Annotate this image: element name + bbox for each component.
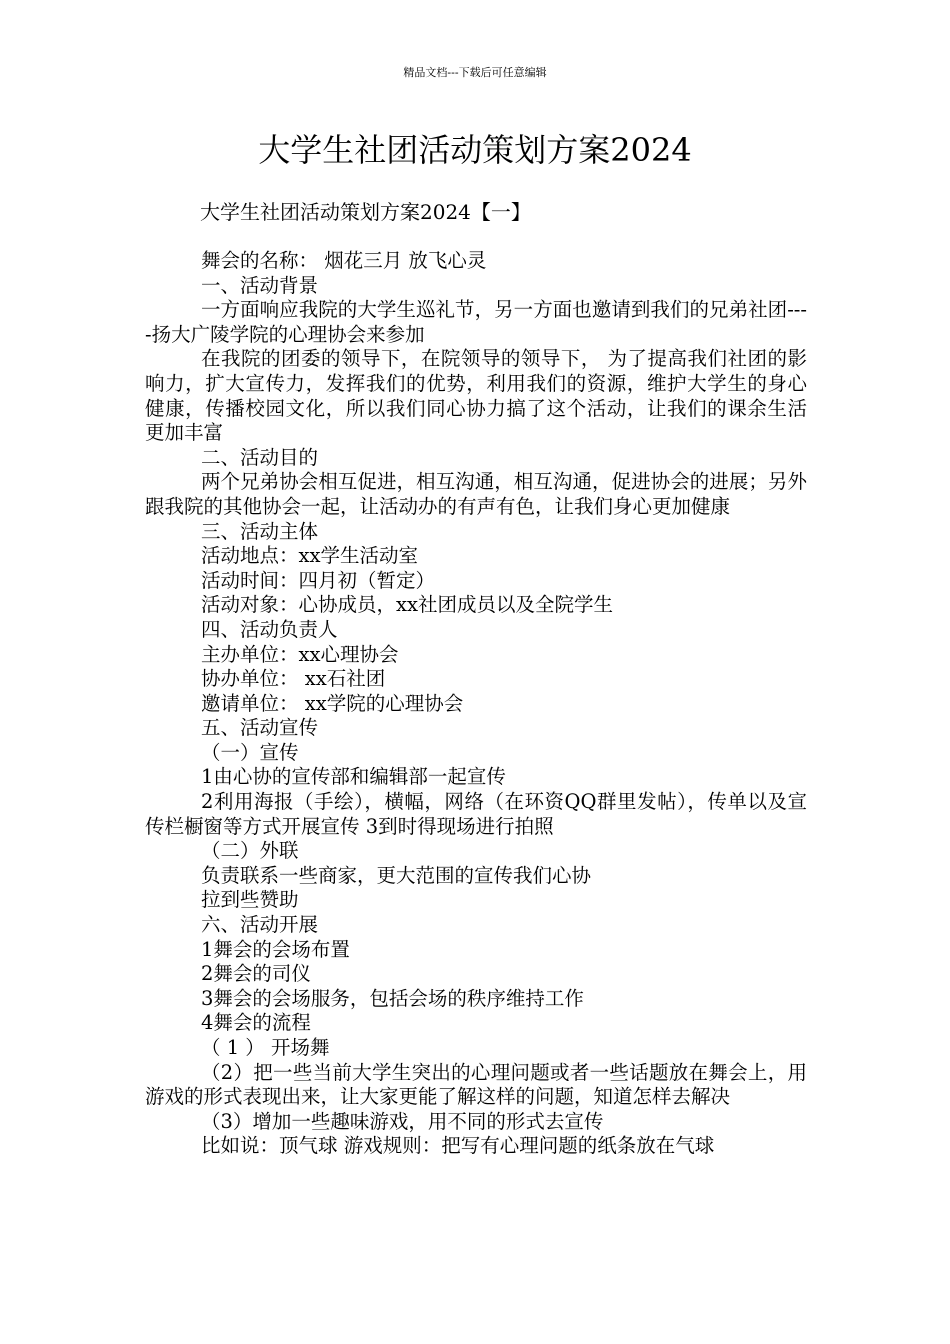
paragraph: 负责联系一些商家，更大范围的宣传我们心协	[201, 863, 592, 887]
paragraph: 舞会的名称： 烟花三月 放飞心灵	[201, 249, 487, 272]
paragraph: 六、活动开展	[201, 913, 319, 937]
paragraph: 活动地点：xx学生活动室	[201, 544, 418, 568]
paragraph: 在我院的团委的领导下，在院领导的领导下， 为了提高我们社团的影响力，扩大宣传力，发挥我们的优势，利用我们的资源，维护大学生的身心健康，传播校园文化，所以我们同心协力搞了这个活动，让我们的课余生活更加丰富	[145, 347, 807, 445]
paragraph: 3舞会的会场服务，包括会场的秩序维持工作	[201, 986, 584, 1010]
paragraph: 三、活动主体	[201, 519, 319, 543]
paragraph: 2利用海报（手绘），横幅，网络（在环资QQ群里发帖），传单以及宣传栏橱窗等方式开展宣传 3到时得现场进行拍照	[145, 790, 807, 838]
paragraph: 2舞会的司仪	[201, 962, 311, 986]
header-note: 精品文档---下载后可任意编辑	[403, 66, 547, 79]
paragraph: （一）宣传	[201, 740, 299, 764]
paragraph: （3）增加一些趣味游戏，用不同的形式去宣传	[201, 1109, 604, 1133]
document-title: 大学生社团活动策划方案2024	[258, 131, 692, 169]
paragraph: 1由心协的宣传部和编辑部一起宣传	[201, 765, 506, 789]
paragraph: 五、活动宣传	[201, 716, 319, 740]
paragraph: 邀请单位： xx学院的心理协会	[201, 691, 464, 715]
paragraph: 拉到些赞助	[201, 888, 299, 912]
paragraph: 四、活动负责人	[201, 617, 338, 641]
paragraph: 主办单位：xx心理协会	[201, 642, 399, 666]
paragraph: 活动时间：四月初（暂定）	[201, 568, 436, 592]
section-subtitle: 大学生社团活动策划方案2024【一】	[200, 200, 531, 224]
paragraph: 协办单位： xx石社团	[201, 667, 386, 691]
document-body	[145, 249, 807, 1159]
paragraph: 两个兄弟协会相互促进，相互沟通，相互沟通，促进协会的进展；另外跟我院的其他协会一起，让活动办的有声有色，让我们身心更加健康	[145, 470, 807, 518]
paragraph: 4舞会的流程	[201, 1011, 311, 1035]
paragraph: （二）外联	[201, 839, 299, 863]
paragraph: 一方面响应我院的大学生巡礼节，另一方面也邀请到我们的兄弟社团----扬大广陵学院的心理协会来参加	[145, 298, 807, 346]
paragraph: （2）把一些当前大学生突出的心理问题或者一些话题放在舞会上，用游戏的形式表现出来，让大家更能了解这样的问题，知道怎样去解决	[145, 1060, 807, 1109]
paragraph: 二、活动目的	[201, 445, 319, 469]
paragraph: 比如说：顶气球 游戏规则：把写有心理问题的纸条放在气球	[201, 1134, 715, 1158]
paragraph: 活动对象：心协成员，xx社团成员以及全院学生	[201, 593, 613, 617]
paragraph: （ 1 ） 开场舞	[201, 1036, 330, 1059]
paragraph: 1舞会的会场布置	[201, 937, 350, 961]
paragraph: 一、活动背景	[201, 273, 319, 297]
